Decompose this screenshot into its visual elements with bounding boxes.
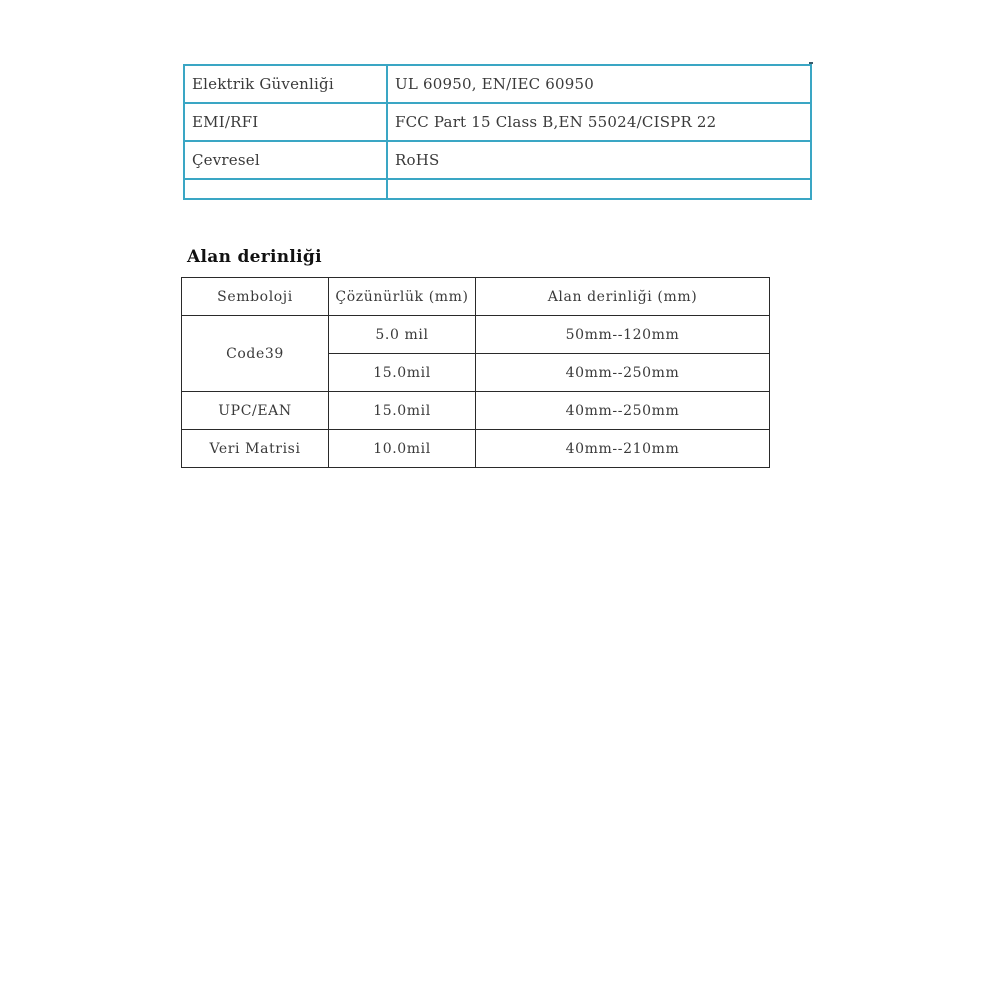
section-title: Alan derinliği <box>187 247 322 267</box>
depth-of-field-table <box>181 277 770 468</box>
table-row <box>182 430 770 468</box>
compliance-spec-table <box>183 64 812 200</box>
spec-value: RoHS <box>387 141 811 179</box>
spec-value <box>387 179 811 199</box>
table-row <box>182 392 770 430</box>
spec-label <box>184 179 387 199</box>
depth-cell: 40mm--250mm <box>476 392 770 430</box>
resolution-cell: 10.0mil <box>329 430 476 468</box>
table-row <box>184 65 811 103</box>
resolution-cell: 5.0 mil <box>329 316 476 354</box>
column-header-symbology: Semboloji <box>182 278 329 316</box>
table-row <box>184 103 811 141</box>
depth-cell: 50mm--120mm <box>476 316 770 354</box>
column-header-resolution: Çözünürlük (mm) <box>329 278 476 316</box>
spec-label: Çevresel <box>184 141 387 179</box>
spec-label: Elektrik Güvenliği <box>184 65 387 103</box>
table-row <box>182 316 770 354</box>
resolution-cell: 15.0mil <box>329 354 476 392</box>
table-header-row <box>182 278 770 316</box>
table-row-empty <box>184 179 811 199</box>
symbology-cell: Veri Matrisi <box>182 430 329 468</box>
spec-label: EMI/RFI <box>184 103 387 141</box>
depth-cell: 40mm--210mm <box>476 430 770 468</box>
depth-cell: 40mm--250mm <box>476 354 770 392</box>
spec-value: UL 60950, EN/IEC 60950 <box>387 65 811 103</box>
column-header-depth: Alan derinliği (mm) <box>476 278 770 316</box>
symbology-cell: UPC/EAN <box>182 392 329 430</box>
symbology-cell: Code39 <box>182 316 329 392</box>
table-row <box>184 141 811 179</box>
spec-value: FCC Part 15 Class B,EN 55024/CISPR 22 <box>387 103 811 141</box>
resolution-cell: 15.0mil <box>329 392 476 430</box>
